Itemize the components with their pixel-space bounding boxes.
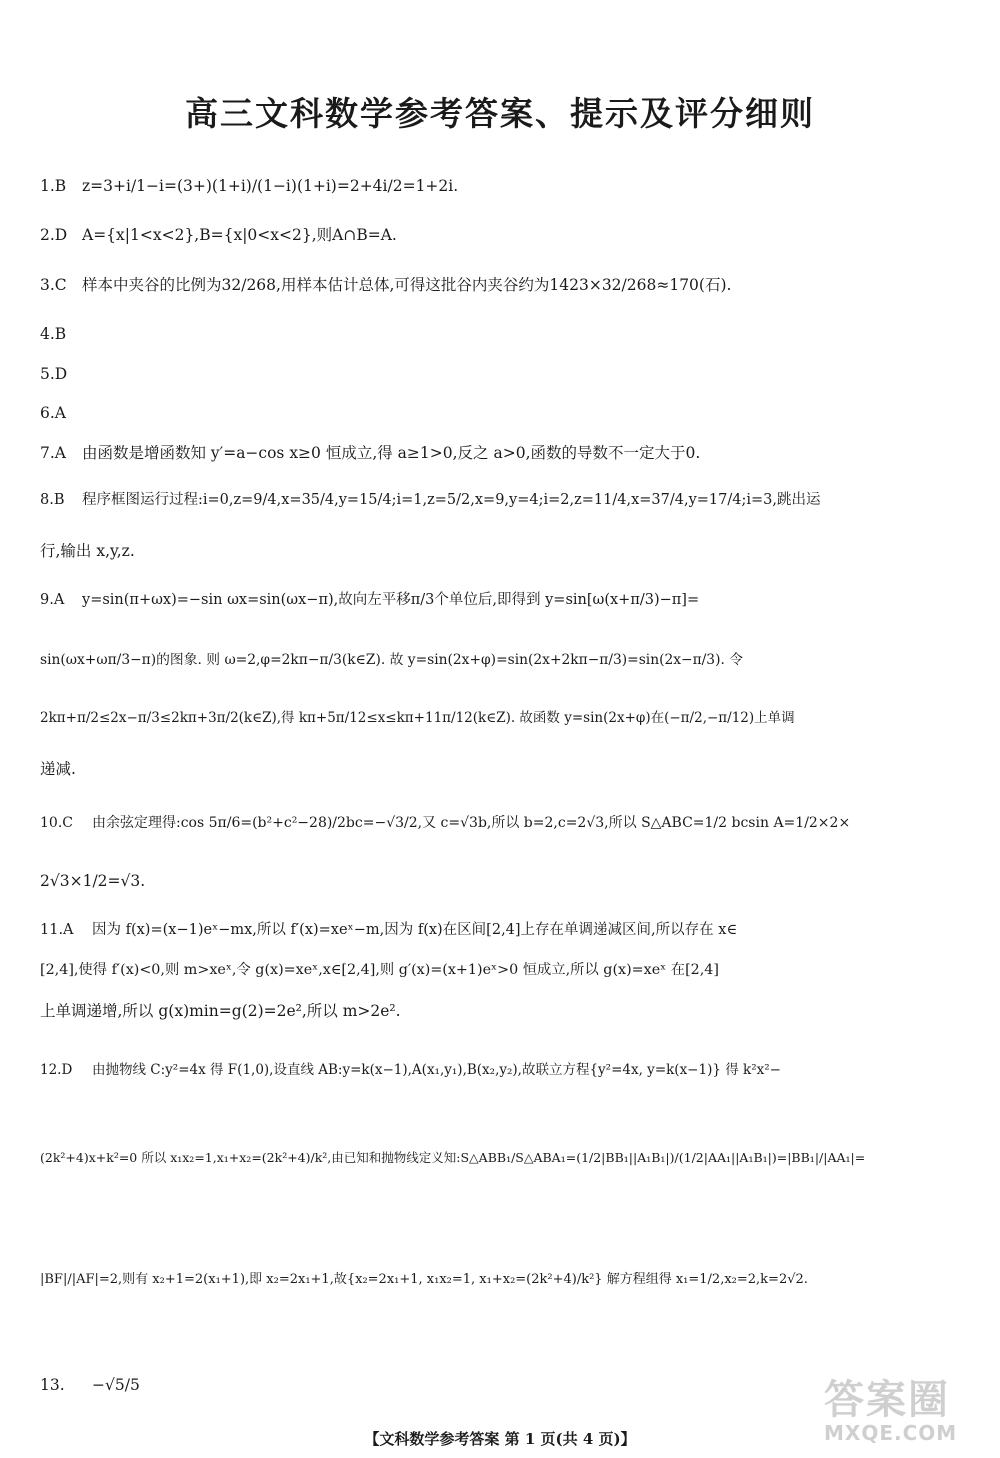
answer-line bbox=[40, 652, 743, 669]
answer-text: 递减. bbox=[40, 760, 76, 778]
answer-text: 由函数是增函数知 y′=a−cos x≥0 恒成立,得 a≥1>0,反之 a>0,函数的导数不一定大于0. bbox=[82, 444, 701, 462]
answer-text: [2,4],使得 f′(x)<0,则 m>xeˣ,令 g(x)=xeˣ,x∈[2,4],则 g′(x)=(x+1)eˣ>0 恒成立,所以 g(x)=xeˣ 在[2,4] bbox=[40, 962, 719, 978]
watermark-logo bbox=[824, 1368, 994, 1452]
answer-number: 11.A bbox=[40, 922, 74, 938]
answer-number: 2.D bbox=[40, 226, 68, 244]
answer-line bbox=[40, 815, 850, 832]
answer-line bbox=[40, 922, 737, 939]
answer-line bbox=[40, 444, 700, 463]
answer-text: |BF|/|AF|=2,则有 x₂+1=2(x₁+1),即 x₂=2x₁+1,故{x₂=2x₁+1, x₁x₂=1, x₁+x₂=(2k²+4)/k²} 解方程组得 x₁=1/2,x₂=2,k=2√2. bbox=[40, 1272, 808, 1287]
answer-line bbox=[40, 226, 397, 245]
answer-line bbox=[40, 962, 719, 979]
document-title: 高三文科数学参考答案、提示及评分细则 bbox=[185, 94, 815, 133]
answer-line bbox=[40, 492, 820, 509]
answer-line bbox=[40, 325, 82, 344]
answer-number: 7.A bbox=[40, 444, 66, 462]
answer-number: 12.D bbox=[40, 1062, 73, 1078]
answer-number: 1.B bbox=[40, 177, 67, 195]
page-footer: 【文科数学参考答案 第 1 页(共 4 页)】 bbox=[364, 1430, 636, 1448]
answer-line bbox=[40, 177, 458, 196]
answer-text: A={x|1<x<2},B={x|0<x<2},则A∩B=A. bbox=[82, 226, 397, 244]
answer-line bbox=[40, 872, 145, 891]
answer-line bbox=[40, 1376, 140, 1395]
watermark-url: MXQE.COM bbox=[824, 1421, 958, 1445]
answer-line bbox=[40, 276, 731, 295]
answer-line bbox=[40, 542, 135, 561]
answer-line bbox=[40, 760, 76, 779]
answer-text: 2kπ+π/2≤2x−π/3≤2kπ+3π/2(k∈Z),得 kπ+5π/12≤x≤kπ+11π/12(k∈Z). 故函数 y=sin(2x+φ)在(−π/2,−π/12)上单调 bbox=[40, 710, 795, 726]
answer-number: 13. bbox=[40, 1376, 65, 1394]
answer-number: 9.A bbox=[40, 592, 65, 608]
answer-text: y=sin(π+ωx)=−sin ωx=sin(ωx−π),故向左平移π/3个单位后,即得到 y=sin[ω(x+π/3)−π]= bbox=[82, 592, 700, 608]
watermark-text: 答案圈 bbox=[824, 1377, 950, 1423]
answer-text: 行,输出 x,y,z. bbox=[40, 542, 135, 560]
answer-text: z=3+i/1−i=(3+)(1+i)/(1−i)(1+i)=2+4i/2=1+2i. bbox=[82, 177, 459, 195]
answer-text: 由抛物线 C:y²=4x 得 F(1,0),设直线 AB:y=k(x−1),A(x₁,y₁),B(x₂,y₂),故联立方程{y²=4x, y=k(x−1)} 得 k²x²− bbox=[92, 1062, 781, 1078]
answer-text: 由余弦定理得:cos 5π/6=(b²+c²−28)/2bc=−√3/2,又 c=√3b,所以 b=2,c=2√3,所以 S△ABC=1/2 bcsin A=1/2×2× bbox=[92, 815, 851, 831]
answer-text: 程序框图运行过程:i=0,z=9/4,x=35/4,y=15/4;i=1,z=5/2,x=9,y=4;i=2,z=11/4,x=37/4,y=17/4;i=3,跳出运 bbox=[82, 492, 821, 508]
answer-text: sin(ωx+ωπ/3−π)的图象. 则 ω=2,φ=2kπ−π/3(k∈Z). 故 y=sin(2x+φ)=sin(2x+2kπ−π/3)=sin(2x−π/3). 令 bbox=[40, 652, 744, 668]
answer-number: 4.B bbox=[40, 325, 67, 343]
answer-text: 2√3×1/2=√3. bbox=[40, 872, 146, 890]
answer-text: 因为 f(x)=(x−1)eˣ−mx,所以 f′(x)=xeˣ−m,因为 f(x)在区间[2,4]上存在单调递减区间,所以存在 x∈ bbox=[92, 922, 738, 938]
answer-number: 6.A bbox=[40, 404, 66, 422]
answer-line bbox=[40, 710, 795, 726]
answer-text: −√5/5 bbox=[92, 1376, 140, 1394]
answer-number: 8.B bbox=[40, 492, 65, 508]
answer-text: 上单调递增,所以 g(x)min=g(2)=2e²,所以 m>2e². bbox=[40, 1002, 401, 1020]
answer-text: (2k²+4)x+k²=0 所以 x₁x₂=1,x₁+x₂=(2k²+4)/k²,由已知和抛物线定义知:S△ABB₁/S△ABA₁=(1/2|BB₁||A₁B₁|)/(1/2|AA₁||A₁B₁|)=|BB₁|/|AA₁|= bbox=[40, 1150, 866, 1165]
answer-number: 10.C bbox=[40, 815, 73, 831]
answer-number: 3.C bbox=[40, 276, 67, 294]
answer-line bbox=[40, 404, 82, 423]
answer-line bbox=[40, 1150, 865, 1165]
answer-line bbox=[40, 365, 82, 384]
answer-line bbox=[40, 592, 699, 609]
answer-text: 样本中夹谷的比例为32/268,用样本估计总体,可得这批谷内夹谷约为1423×32/268≈170(石). bbox=[82, 276, 732, 294]
answer-line bbox=[40, 1272, 808, 1288]
answer-line bbox=[40, 1002, 401, 1021]
answer-number: 5.D bbox=[40, 365, 68, 383]
answer-line bbox=[40, 1062, 781, 1078]
